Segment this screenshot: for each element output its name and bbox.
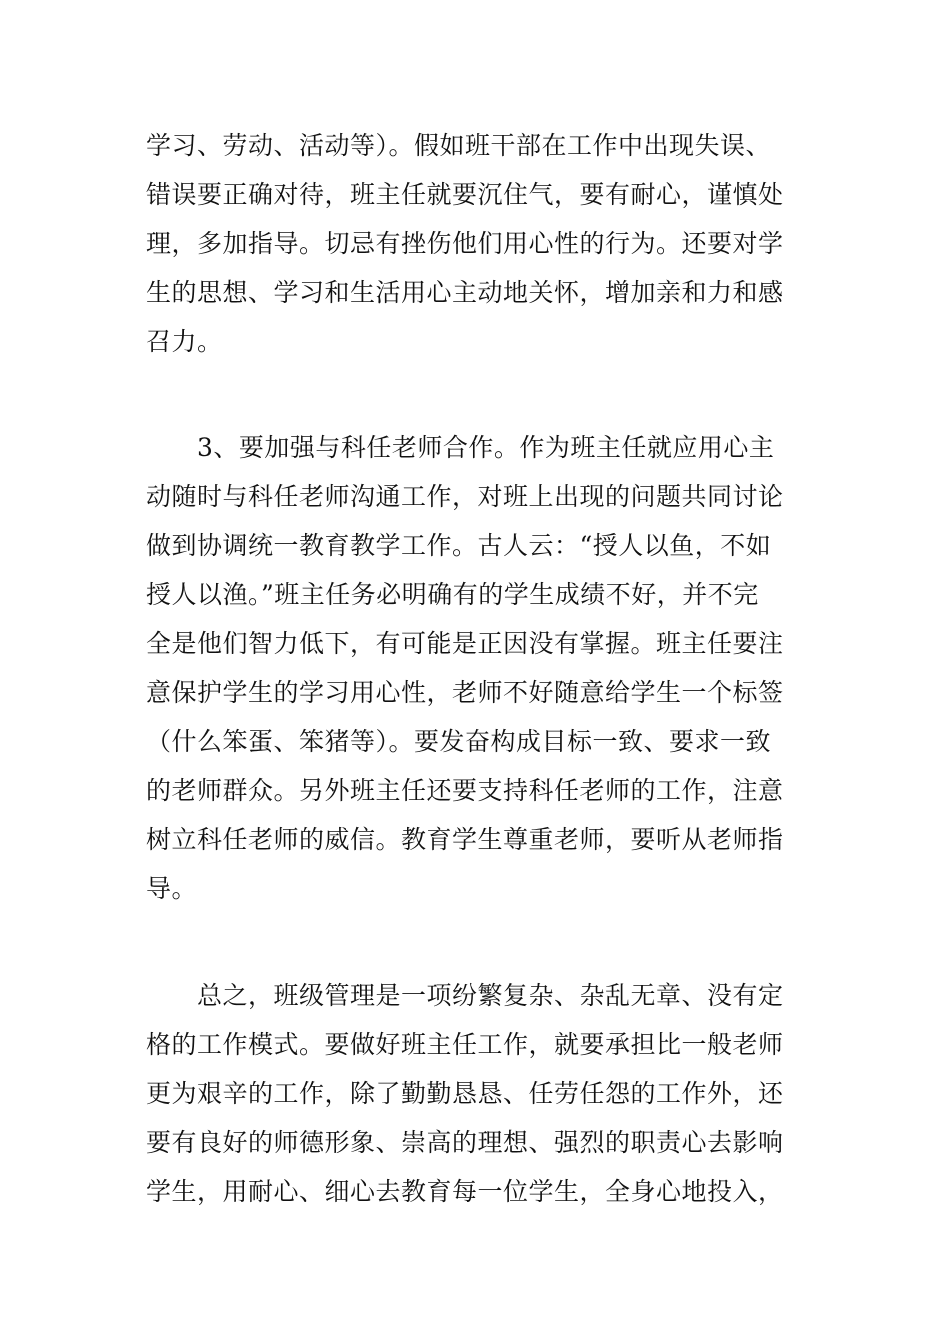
text-line: 授人以渔。”班主任务必明确有的学生成绩不好，并不完 bbox=[146, 580, 759, 609]
text-line: 召力。 bbox=[146, 327, 223, 356]
paragraph-1 bbox=[146, 121, 810, 366]
text-line: 学生，用耐心、细心去教育每一位学生，全身心地投入， bbox=[146, 1177, 784, 1206]
text-line: 意保护学生的学习用心性，老师不好随意给学生一个标签 bbox=[146, 678, 784, 707]
text-line: 理，多加指导。切忌有挫伤他们用心性的行为。还要对学 bbox=[146, 229, 784, 258]
paragraph-3 bbox=[146, 971, 810, 1216]
text-line: 的老师群众。另外班主任还要支持科任老师的工作，注意 bbox=[146, 776, 784, 805]
text-line: 导。 bbox=[146, 874, 198, 903]
text-line: 要有良好的师德形象、崇高的理想、强烈的职责心去影响 bbox=[146, 1128, 784, 1157]
text-line: （什么笨蛋、笨猪等）。要发奋构成目标一致、要求一致 bbox=[146, 727, 772, 756]
text-line: 做到协调统一教育教学工作。古人云：“授人以鱼，不如 bbox=[146, 531, 772, 560]
text-line: 格的工作模式。要做好班主任工作，就要承担比一般老师 bbox=[146, 1030, 784, 1059]
text-line: 3、要加强与科任老师合作。作为班主任就应用心主 bbox=[146, 433, 775, 462]
text-line: 学习、劳动、活动等）。假如班干部在工作中出现失误、 bbox=[146, 131, 772, 160]
text-line: 生的思想、学习和生活用心主动地关怀，增加亲和力和感 bbox=[146, 278, 784, 307]
text-line: 错误要正确对待，班主任就要沉住气，要有耐心，谨慎处 bbox=[146, 180, 784, 209]
text-line: 全是他们智力低下，有可能是正因没有掌握。班主任要注 bbox=[146, 629, 784, 658]
text-line: 树立科任老师的威信。教育学生尊重老师，要听从老师指 bbox=[146, 825, 784, 854]
text-line: 动随时与科任老师沟通工作，对班上出现的问题共同讨论 bbox=[146, 482, 784, 511]
text-line: 更为艰辛的工作，除了勤勤恳恳、任劳任怨的工作外，还 bbox=[146, 1079, 784, 1108]
paragraph-2 bbox=[146, 423, 810, 913]
text-line: 总之，班级管理是一项纷繁复杂、杂乱无章、没有定 bbox=[146, 981, 784, 1010]
